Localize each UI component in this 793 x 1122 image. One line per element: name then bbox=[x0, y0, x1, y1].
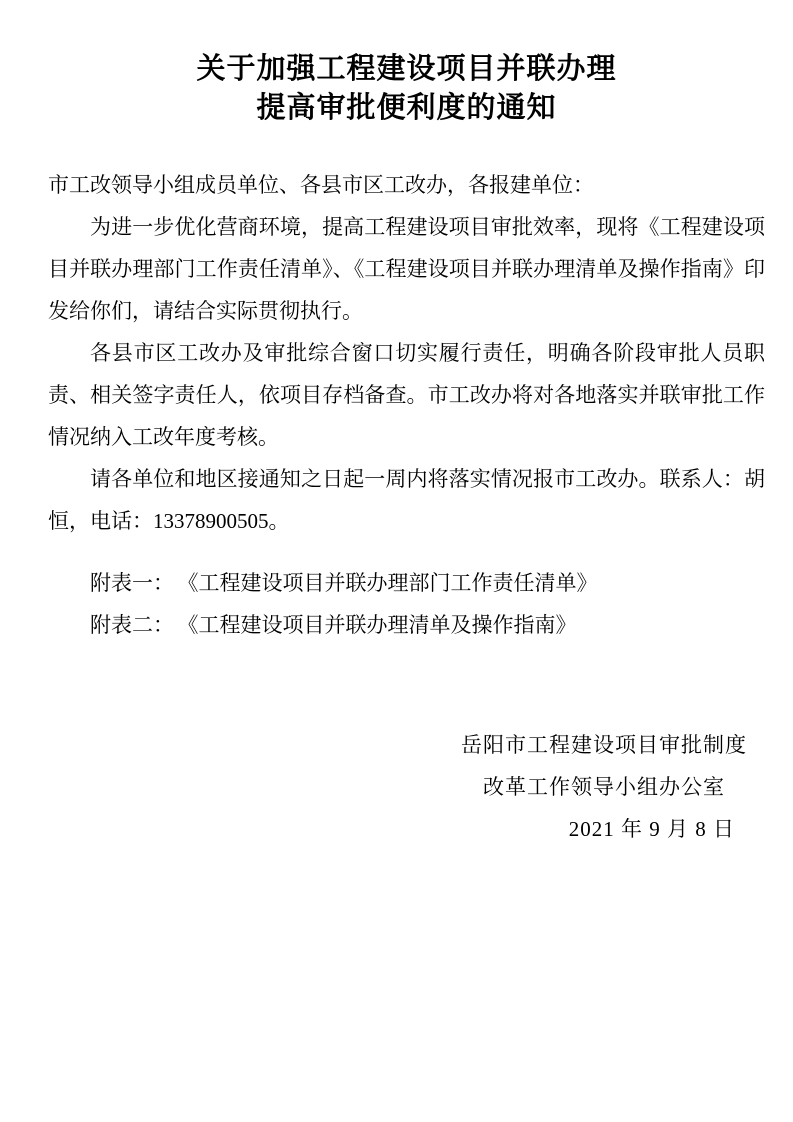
signature-block bbox=[461, 724, 747, 850]
attachment-1-label: 附表一： bbox=[90, 571, 174, 595]
attachment-2-title: 《工程建设项目并联办理清单及操作指南》 bbox=[188, 613, 577, 637]
title-line-1: 关于加强工程建设项目并联办理 bbox=[196, 53, 617, 85]
attachment-item-1 bbox=[48, 562, 765, 604]
paragraph-3: 请各单位和地区接通知之日起一周内将落实情况报市工改办。联系人：胡恒，电话：13378900505。 bbox=[48, 467, 765, 533]
signature-org-line-1: 岳阳市工程建设项目审批制度 bbox=[461, 733, 747, 757]
document-body bbox=[48, 164, 765, 850]
attachment-1-title: 《工程建设项目并联办理部门工作责任清单》 bbox=[188, 571, 598, 595]
attachment-list bbox=[48, 562, 765, 646]
paragraph-2: 各县市区工改办及审批综合窗口切实履行责任，明确各阶段审批人员职责、相关签字责任人，依项目存档备查。市工改办将对各地落实并联审批工作情况纳入工改年度考核。 bbox=[48, 341, 765, 449]
signature-org-line-2: 改革工作领导小组办公室 bbox=[483, 775, 725, 799]
attachment-2-label: 附表二： bbox=[90, 613, 174, 637]
attachment-item-2 bbox=[48, 604, 765, 646]
salutation-line: 市工改领导小组成员单位、各县市区工改办，各报建单位： bbox=[48, 173, 594, 197]
paragraph-1: 为进一步优化营商环境，提高工程建设项目审批效率，现将《工程建设项目并联办理部门工作责任清单》、《工程建设项目并联办理清单及操作指南》印发给你们，请结合实际贯彻执行。 bbox=[48, 215, 765, 323]
signature-date: 2021 年 9 月 8 日 bbox=[568, 817, 735, 841]
document-title bbox=[48, 50, 765, 128]
title-line-2: 提高审批便利度的通知 bbox=[256, 92, 557, 124]
